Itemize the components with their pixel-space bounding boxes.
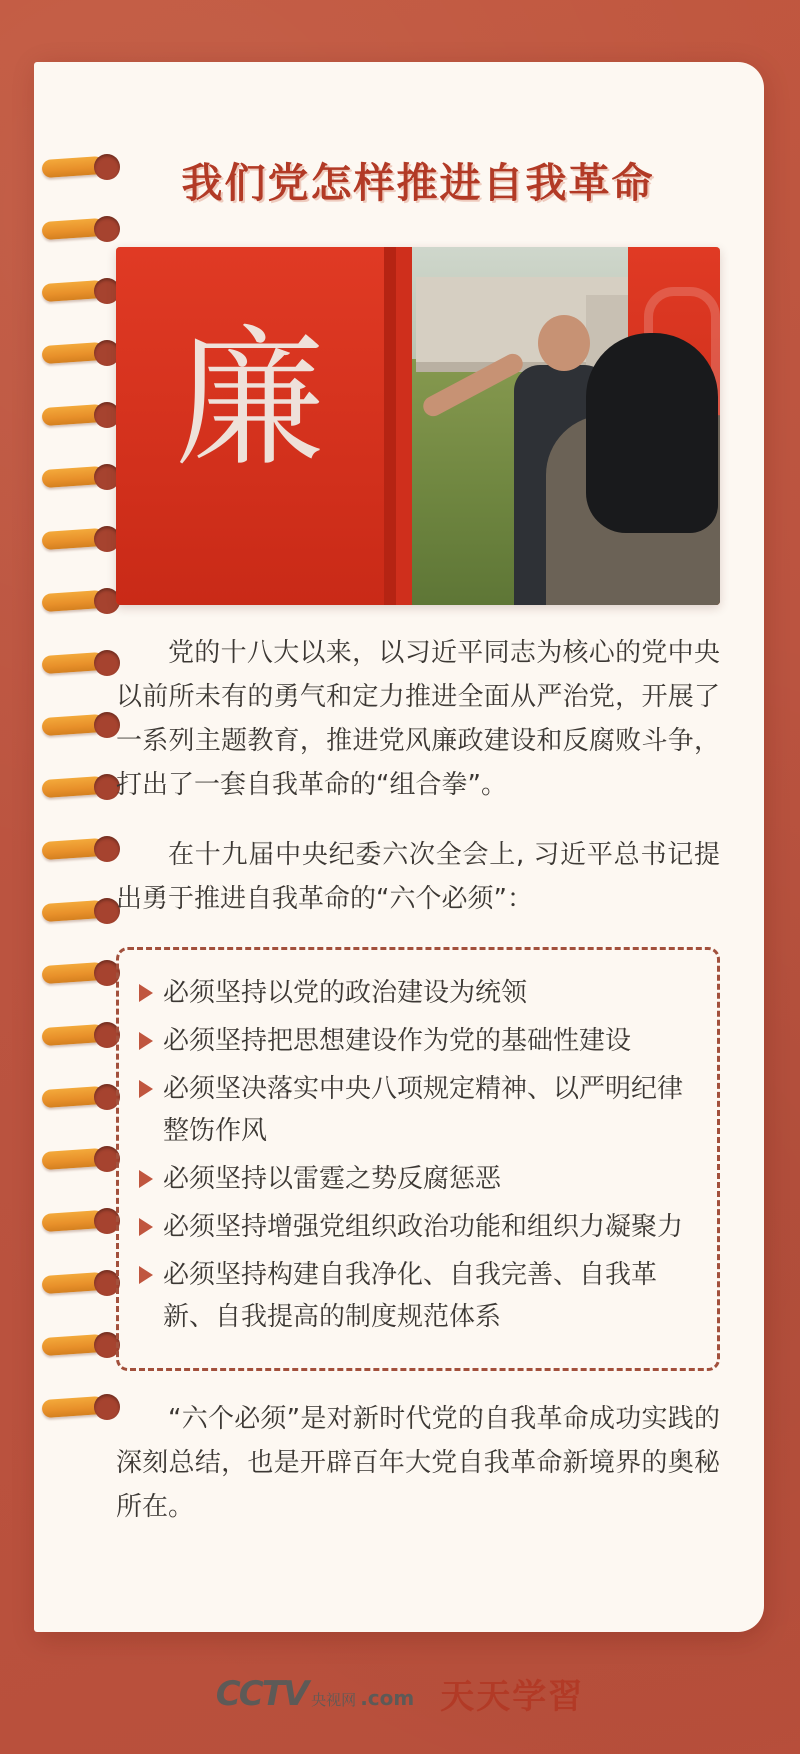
photo-red-frame-left [116, 247, 396, 605]
page-content [116, 62, 720, 1632]
triangle-bullet-icon [139, 984, 153, 1002]
list-item [139, 1254, 693, 1338]
cctv-domain-label: .com [360, 1685, 415, 1710]
list-item [139, 1020, 693, 1062]
triangle-bullet-icon [139, 1080, 153, 1098]
footer-logos [0, 1669, 800, 1718]
list-item [139, 1158, 693, 1200]
list-item-label: 必须坚持以雷霆之势反腐惩恶 [163, 1164, 502, 1194]
triangle-bullet-icon [139, 1218, 153, 1236]
paragraph-lead-in: 在十九届中央纪委六次全会上, 习近平总书记提出勇于推进自我革命的“六个必须”： [116, 840, 720, 914]
six-musts-list [116, 947, 720, 1371]
cctv-logo [216, 1674, 414, 1714]
paragraph-closing: “六个必须”是对新时代党的自我革命成功实践的深刻总结，也是开辟百年大党自我革命新境界的奥秘所在。 [116, 1404, 720, 1522]
list-item-label: 必须坚持增强党组织政治功能和组织力凝聚力 [163, 1212, 684, 1242]
list-item-label: 必须坚持把思想建设作为党的基础性建设 [163, 1026, 632, 1056]
cctv-chinese-label: 央视网 [311, 1690, 357, 1709]
notebook-page [38, 62, 764, 1632]
list-item-label: 必须坚决落实中央八项规定精神、以严明纪律整饬作风 [163, 1074, 684, 1146]
photo-person-hair [586, 333, 718, 533]
page-title: 我们党怎样推进自我革命 [181, 159, 655, 207]
list-item [139, 1068, 693, 1152]
triangle-bullet-icon [139, 1170, 153, 1188]
triangle-bullet-icon [139, 1032, 153, 1050]
list-item-label: 必须坚持构建自我净化、自我完善、自我革新、自我提高的制度规范体系 [163, 1260, 658, 1332]
hero-photo [116, 247, 720, 605]
list-item [139, 1206, 693, 1248]
cctv-wordmark: CCTV [215, 1673, 308, 1714]
triangle-bullet-icon [139, 1266, 153, 1284]
paragraph-intro: 党的十八大以来，以习近平同志为核心的党中央以前所未有的勇气和定力推进全面从严治党，开展了一系列主题教育，推进党风廉政建设和反腐败斗争，打出了一套自我革命的“组合拳”。 [116, 638, 720, 800]
list-item-label: 必须坚持以党的政治建设为统领 [163, 978, 528, 1008]
brand-logo: 天天学習 [440, 1677, 585, 1717]
list-item [139, 972, 693, 1014]
